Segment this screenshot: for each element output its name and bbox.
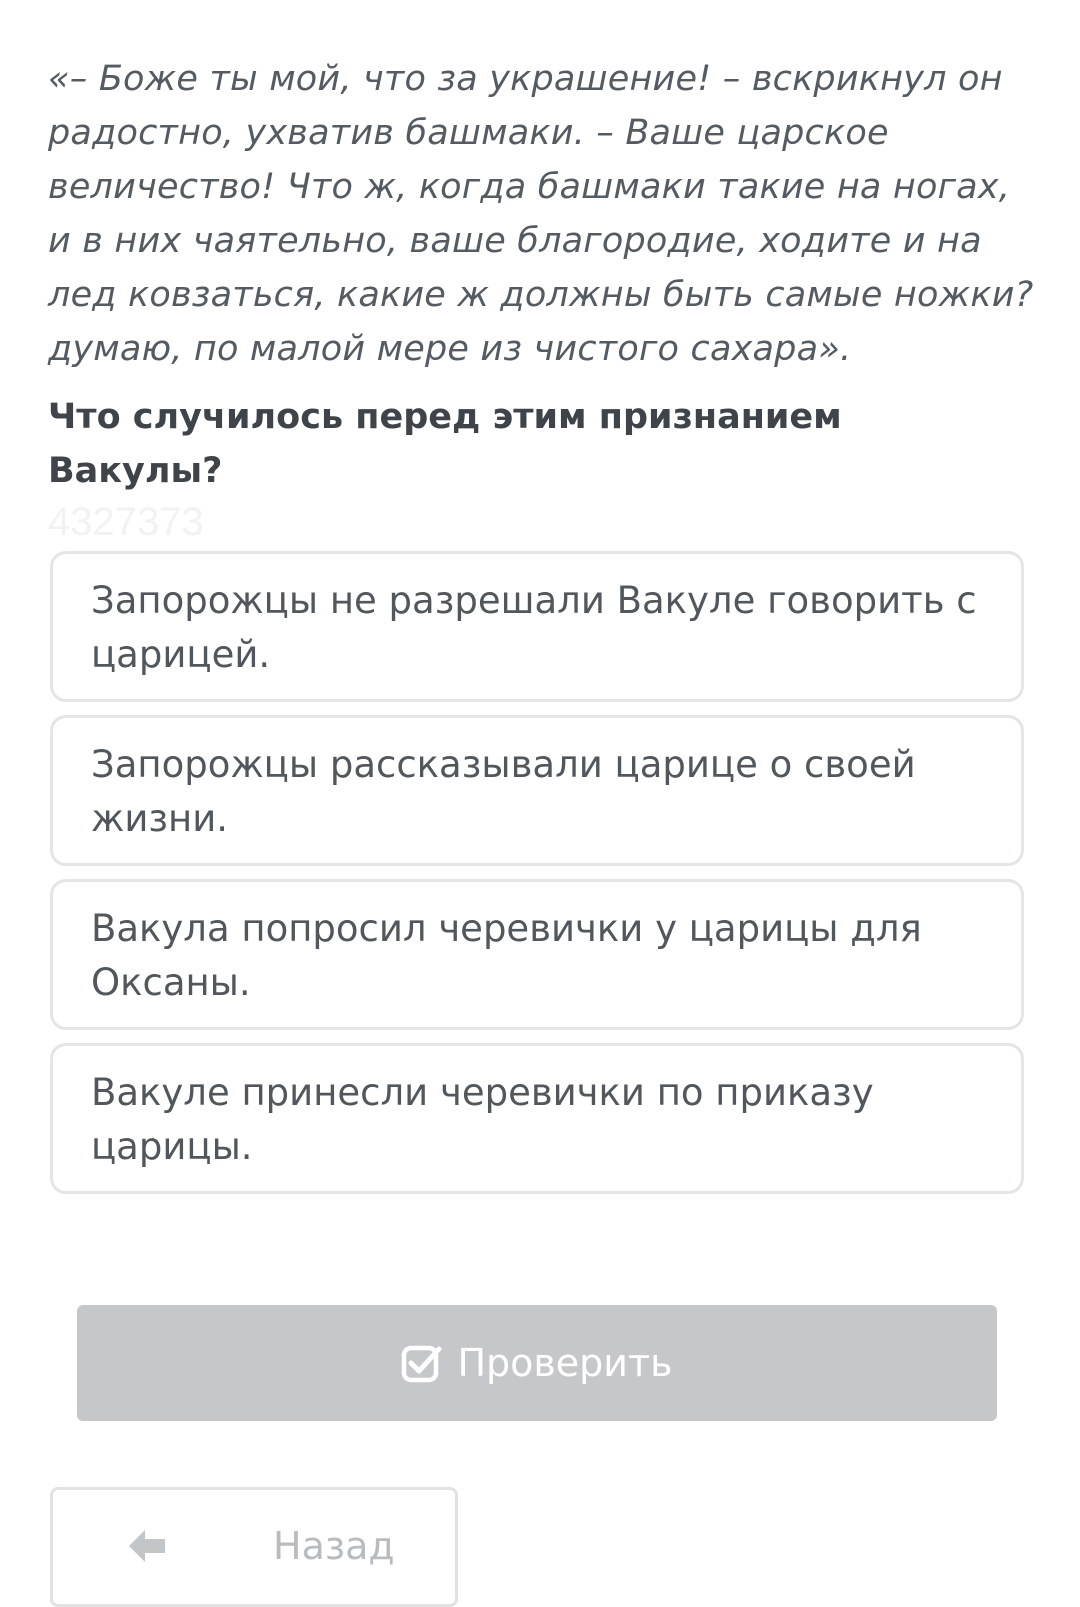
back-button[interactable] [50, 1487, 458, 1607]
answer-options [50, 551, 1024, 1207]
arrow-left-icon [125, 1526, 169, 1566]
checkbox-check-icon [401, 1342, 443, 1384]
check-button[interactable] [77, 1305, 997, 1421]
back-button-label: Назад [273, 1524, 395, 1568]
answer-option-1[interactable] [50, 551, 1024, 702]
answer-option-label: Запорожцы рассказывали царице о своей жизни. [91, 743, 916, 840]
answer-option-3[interactable] [50, 879, 1024, 1030]
watermark: 4327373 [48, 500, 204, 544]
answer-option-label: Вакуле принесли черевички по приказу царицы. [91, 1071, 874, 1168]
answer-option-label: Запорожцы не разрешали Вакуле говорить с царицей. [91, 579, 977, 676]
check-button-label: Проверить [457, 1341, 673, 1385]
question-text: Что случилось перед этим признанием Вакулы? [48, 397, 842, 491]
passage-quote: «– Боже ты мой, что за украшение! – вскрикнул он радостно, ухватив башмаки. – Ваше царское величество! Что ж, когда башмаки такие на ногах, и в них чаятельно, ваше благородие, ходите и на лед ковзаться, какие ж должны быть самые ножки? думаю, по малой мере из чистого сахара». [48, 59, 1034, 369]
answer-option-label: Вакула попросил черевички у царицы для Оксаны. [91, 907, 922, 1004]
answer-option-2[interactable] [50, 715, 1024, 866]
answer-option-4[interactable] [50, 1043, 1024, 1194]
